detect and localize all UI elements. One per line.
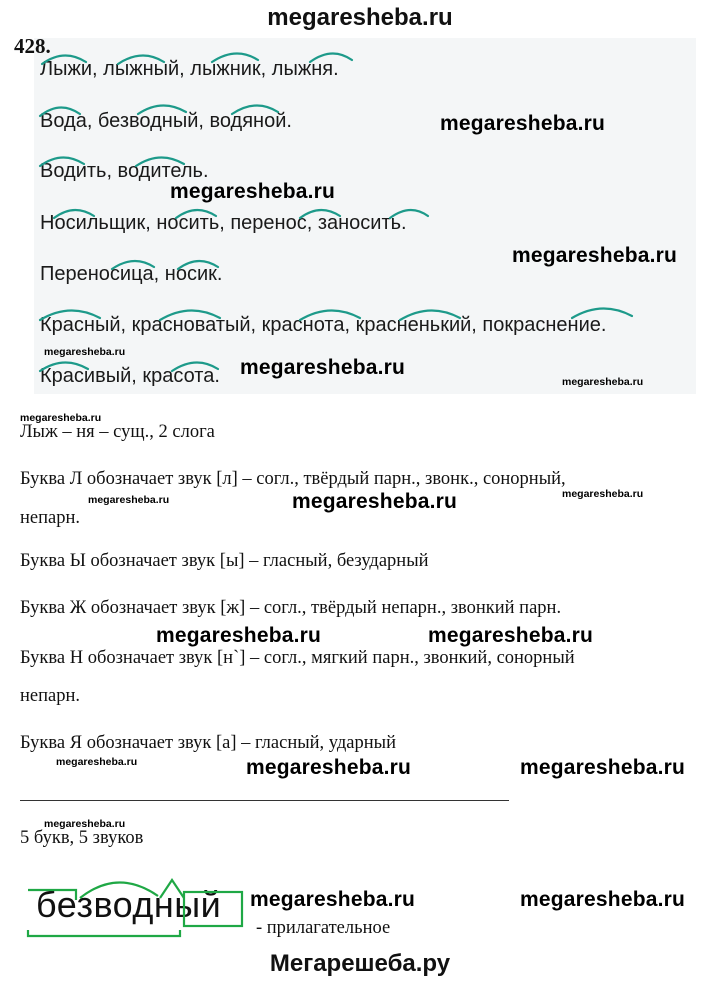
watermark: megaresheba.ru	[562, 376, 644, 388]
watermark: megaresheba.ru	[292, 490, 458, 513]
watermark: megaresheba.ru	[156, 624, 322, 647]
stem-underline	[28, 930, 180, 936]
footer-watermark: Мегарешеба.ру	[269, 950, 451, 977]
watermark: megaresheba.ru	[512, 244, 678, 267]
task-line-2: Вода, безводный, водяной.	[40, 110, 292, 132]
task-line-3: Водить, водитель.	[40, 160, 209, 182]
watermark: megaresheba.ru	[562, 488, 644, 500]
task-line-7: Красивый, красота.	[40, 365, 220, 387]
letter-l-analysis-continued: непарн.	[20, 508, 80, 528]
watermark: megaresheba.ru	[44, 818, 126, 830]
watermark: megaresheba.ru	[250, 888, 416, 911]
watermark: megaresheba.ru	[20, 412, 102, 424]
morpheme-word: безводный	[36, 884, 222, 925]
watermark: megaresheba.ru	[246, 756, 412, 779]
watermark: megaresheba.ru	[88, 494, 170, 506]
watermark: megaresheba.ru	[170, 180, 336, 203]
letter-zh-analysis: Буква Ж обозначает звук [ж] – согл., твёрдый непарн., звонкий парн.	[20, 598, 562, 618]
watermark: megaresheba.ru	[428, 624, 594, 647]
letter-y-analysis: Буква Ы обозначает звук [ы] – гласный, безударный	[20, 551, 429, 571]
part-of-speech-label: - прилагательное	[256, 918, 391, 938]
watermark: megaresheba.ru	[520, 888, 686, 911]
syllable-analysis: Лыж – ня – сущ., 2 слога	[20, 422, 215, 442]
exercise-number: 428.	[14, 34, 51, 58]
task-line-5: Переносица, носик.	[40, 263, 223, 285]
task-line-6: Красный, красноватый, краснота, красненький, покраснение.	[40, 314, 607, 336]
letter-sound-count: 5 букв, 5 звуков	[20, 828, 144, 848]
letter-n-analysis: Буква Н обозначает звук [н`] – согл., мягкий парн., звонкий, сонорный	[20, 648, 575, 668]
divider-line	[20, 800, 509, 801]
watermark: megaresheba.ru	[44, 346, 126, 358]
letter-n-analysis-continued: непарн.	[20, 686, 80, 706]
task-line-1: Лыжи, лыжный, лыжник, лыжня.	[40, 58, 339, 80]
letter-l-analysis: Буква Л обозначает звук [л] – согл., твёрдый парн., звонк., сонорный,	[20, 469, 566, 489]
watermark: megaresheba.ru	[520, 756, 686, 779]
task-line-4: Носильщик, носить, перенос, заносить.	[40, 212, 407, 234]
letter-ya-analysis: Буква Я обозначает звук [а] – гласный, ударный	[20, 733, 396, 753]
header-watermark: megaresheba.ru	[267, 4, 453, 31]
watermark: megaresheba.ru	[56, 756, 138, 768]
watermark: megaresheba.ru	[440, 112, 606, 135]
watermark: megaresheba.ru	[240, 356, 406, 379]
